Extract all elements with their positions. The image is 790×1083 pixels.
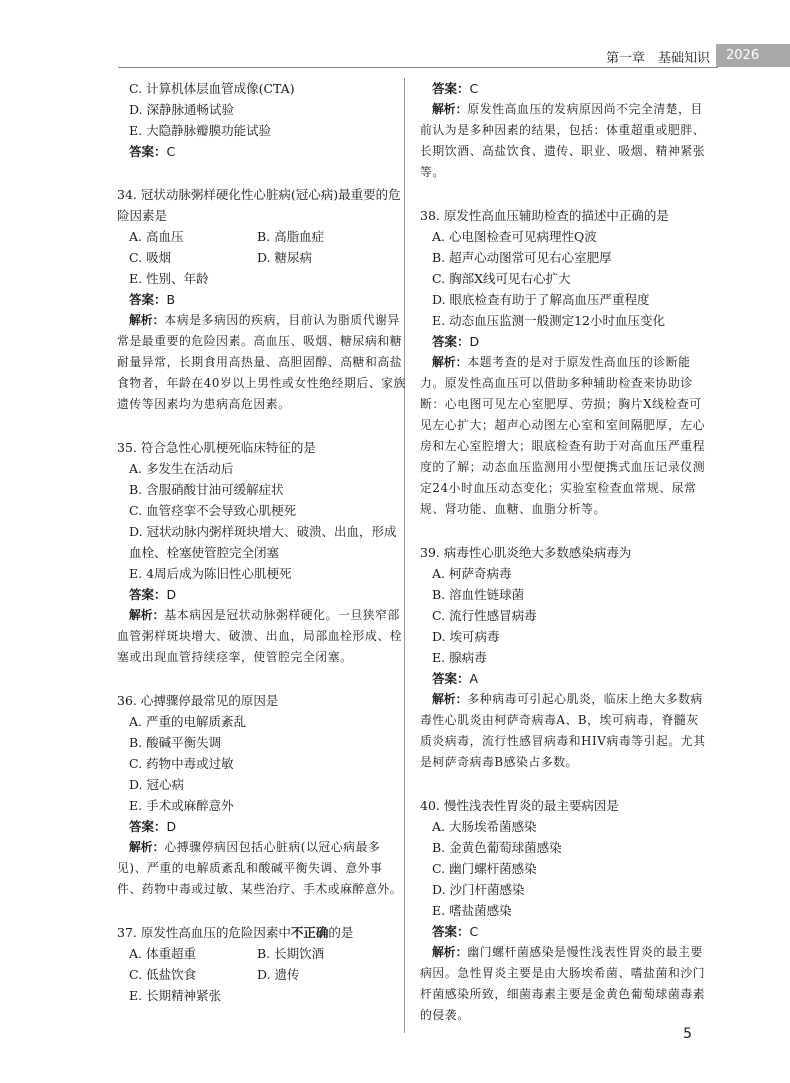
answer-value: D (166, 819, 177, 834)
answer (420, 331, 710, 352)
option: E. 动态血压监测一般测定12小时血压变化 (432, 313, 665, 328)
year-tab: 2026 (716, 44, 790, 67)
header-rule (118, 67, 718, 68)
explanation (117, 605, 407, 668)
stem-pre: 37. 原发性高血压的危险因素中 (117, 925, 291, 940)
left-column (117, 78, 407, 1006)
explain-label: 解析： (432, 692, 468, 706)
stem-post: 的是 (328, 925, 354, 940)
question-stem: 34. 冠状动脉粥样硬化性心脏病(冠心病)最重要的危险因素是 (117, 187, 401, 223)
option: B. 超声心动图常可见右心室肥厚 (432, 250, 612, 265)
option: D. 深静脉通畅试验 (129, 102, 235, 117)
answer-label: 答案： (432, 924, 470, 939)
option: C. 低盐饮食 (129, 967, 197, 982)
option: D. 沙门杆菌感染 (432, 882, 525, 897)
answer-label: 答案： (432, 671, 470, 686)
question-38 (420, 205, 710, 520)
option: C. 计算机体层血管成像(CTA) (129, 81, 295, 96)
explanation (420, 352, 710, 520)
page-header (0, 44, 790, 68)
answer (420, 78, 710, 99)
option: A. 柯萨奇病毒 (432, 566, 512, 581)
explanation-text: 本病是多病因的疾病，目前认为脂质代谢异常是最重要的危险因素。高血压、吸烟、糖尿病和糖耐量异常，长期食用高热量、高胆固醇、高糖和高盐食物者，年龄在40岁以上男性或女性绝经期后、家族遗传等因素均为患病高危因素。 (117, 313, 406, 411)
stem-emphasis: 不正确 (290, 925, 329, 940)
option: C. 血管痉挛不会导致心肌梗死 (129, 503, 297, 518)
option: A. 大肠埃希菌感染 (432, 819, 537, 834)
answer-label: 答案： (129, 819, 167, 834)
answer-label: 答案： (432, 81, 470, 96)
answer (117, 141, 407, 162)
explanation-text: 幽门螺杆菌感染是慢性浅表性胃炎的最主要病因。急性胃炎主要是由大肠埃希菌、嗜盐菌和沙门杆菌感染所致，细菌毒素主要是金黄色葡萄球菌毒素的侵袭。 (420, 945, 706, 1022)
option: A. 心电图检查可见病理性Q波 (432, 229, 597, 244)
option: A. 体重超重 (129, 946, 196, 961)
option: A. 严重的电解质紊乱 (129, 714, 246, 729)
question-40 (420, 795, 710, 1026)
question-34 (117, 184, 407, 415)
explanation (420, 99, 710, 183)
question-39 (420, 542, 710, 773)
option: D. 糖尿病 (257, 250, 313, 265)
question-stem: 39. 病毒性心肌炎绝大多数感染病毒为 (420, 545, 632, 560)
answer-value: C (166, 144, 176, 159)
answer-value: C (469, 81, 479, 96)
option: C. 流行性感冒病毒 (432, 608, 537, 623)
option: C. 吸烟 (129, 250, 172, 265)
answer-label: 答案： (129, 144, 167, 159)
answer (420, 921, 710, 942)
answer-value: D (166, 587, 177, 602)
option: B. 溶血性链球菌 (432, 587, 525, 602)
explanation (117, 837, 407, 900)
explain-label: 解析： (129, 840, 165, 854)
option: E. 大隐静脉瓣膜功能试验 (129, 123, 272, 138)
explain-label: 解析： (432, 355, 468, 369)
option: E. 长期精神紧张 (129, 988, 222, 1003)
explanation-text: 原发性高血压的发病原因尚不完全清楚，目前认为是多种因素的结果，包括：体重超重或肥胖、长期饮酒、高盐饮食、遗传、职业、吸烟、精神紧张等。 (420, 102, 706, 179)
explanation-text: 本题考查的是对于原发性高血压的诊断能力。原发性高血压可以借助多种辅助检查来协助诊断：心电图可见左心室肥厚、劳损；胸片X线检查可见左心扩大；超声心动图左心室和室间隔肥厚，左心房和左心室腔增大；眼底检查有助于对高血压严重程度的了解；动态血压监测用小型便携式血压记录仪测定24小时血压动态变化；实验室检查血常规、尿常规、肾功能、血糖、血脂分析等。 (420, 355, 706, 516)
question-37 (117, 922, 407, 1006)
explanation (420, 689, 710, 773)
option: B. 酸碱平衡失调 (129, 735, 222, 750)
option: C. 幽门螺杆菌感染 (432, 861, 537, 876)
question-stem: 35. 符合急性心肌梗死临床特征的是 (117, 440, 316, 455)
option: E. 嗜盐菌感染 (432, 903, 512, 918)
answer (420, 668, 710, 689)
question-36 (117, 690, 407, 900)
option: E. 性别、年龄 (129, 271, 209, 286)
explanation (117, 310, 407, 415)
question-stem: 36. 心搏骤停最常见的原因是 (117, 693, 279, 708)
explanation-text: 基本病因是冠状动脉粥样硬化。一旦狭窄部血管粥样斑块增大、破溃、出血，局部血栓形成、栓塞或出现血管持续痉挛，使管腔完全闭塞。 (117, 608, 403, 664)
option: D. 遗传 (257, 967, 300, 982)
option: E. 腺病毒 (432, 650, 487, 665)
explain-label: 解析： (129, 313, 165, 327)
answer-label: 答案： (129, 292, 167, 307)
option: D. 冠状动脉内粥样斑块增大、破溃、出血，形成血栓、栓塞使管腔完全闭塞 (129, 524, 397, 560)
answer-value: D (469, 334, 480, 349)
option: B. 含服硝酸甘油可缓解症状 (129, 482, 284, 497)
answer-label: 答案： (129, 587, 167, 602)
answer (117, 816, 407, 837)
answer-value: A (469, 671, 479, 686)
explain-label: 解析： (432, 945, 468, 959)
answer-label: 答案： (432, 334, 470, 349)
right-column (420, 78, 710, 1026)
option: A. 高血压 (129, 229, 184, 244)
question-35 (117, 437, 407, 668)
option: D. 冠心病 (129, 777, 185, 792)
option: E. 4周后成为陈旧性心肌梗死 (129, 566, 292, 581)
answer (117, 584, 407, 605)
option: D. 眼底检查有助于了解高血压严重程度 (432, 292, 650, 307)
question-stem: 40. 慢性浅表性胃炎的最主要病因是 (420, 798, 619, 813)
question-33-tail (117, 78, 407, 162)
answer-value: B (166, 292, 176, 307)
option: C. 胸部X线可见右心扩大 (432, 271, 571, 286)
explanation-text: 多种病毒可引起心肌炎，临床上绝大多数病毒性心肌炎由柯萨奇病毒A、B，埃可病毒，脊髓灰质炎病毒，流行性感冒病毒和HIV病毒等引起。尤其是柯萨奇病毒B感染占多数。 (420, 692, 706, 769)
explanation-text: 心搏骤停病因包括心脏病(以冠心病最多见)、严重的电解质紊乱和酸碱平衡失调、意外事件、药物中毒或过敏、某些治疗、手术或麻醉意外。 (117, 840, 403, 896)
option: B. 金黄色葡萄球菌感染 (432, 840, 562, 855)
page-number: 5 (683, 1026, 692, 1042)
option: A. 多发生在活动后 (129, 461, 234, 476)
option: E. 手术或麻醉意外 (129, 798, 234, 813)
option: D. 埃可病毒 (432, 629, 500, 644)
option: B. 高脂血症 (257, 229, 325, 244)
explain-label: 解析： (129, 608, 165, 622)
answer (117, 289, 407, 310)
question-stem (117, 922, 407, 943)
explanation (420, 942, 710, 1026)
option: B. 长期饮酒 (257, 946, 325, 961)
question-37-tail (420, 78, 710, 183)
chapter-title: 第一章 基础知识 (605, 51, 710, 66)
question-stem: 38. 原发性高血压辅助检查的描述中正确的是 (420, 208, 669, 223)
option: C. 药物中毒或过敏 (129, 756, 234, 771)
explain-label: 解析： (432, 102, 468, 116)
answer-value: C (469, 924, 479, 939)
